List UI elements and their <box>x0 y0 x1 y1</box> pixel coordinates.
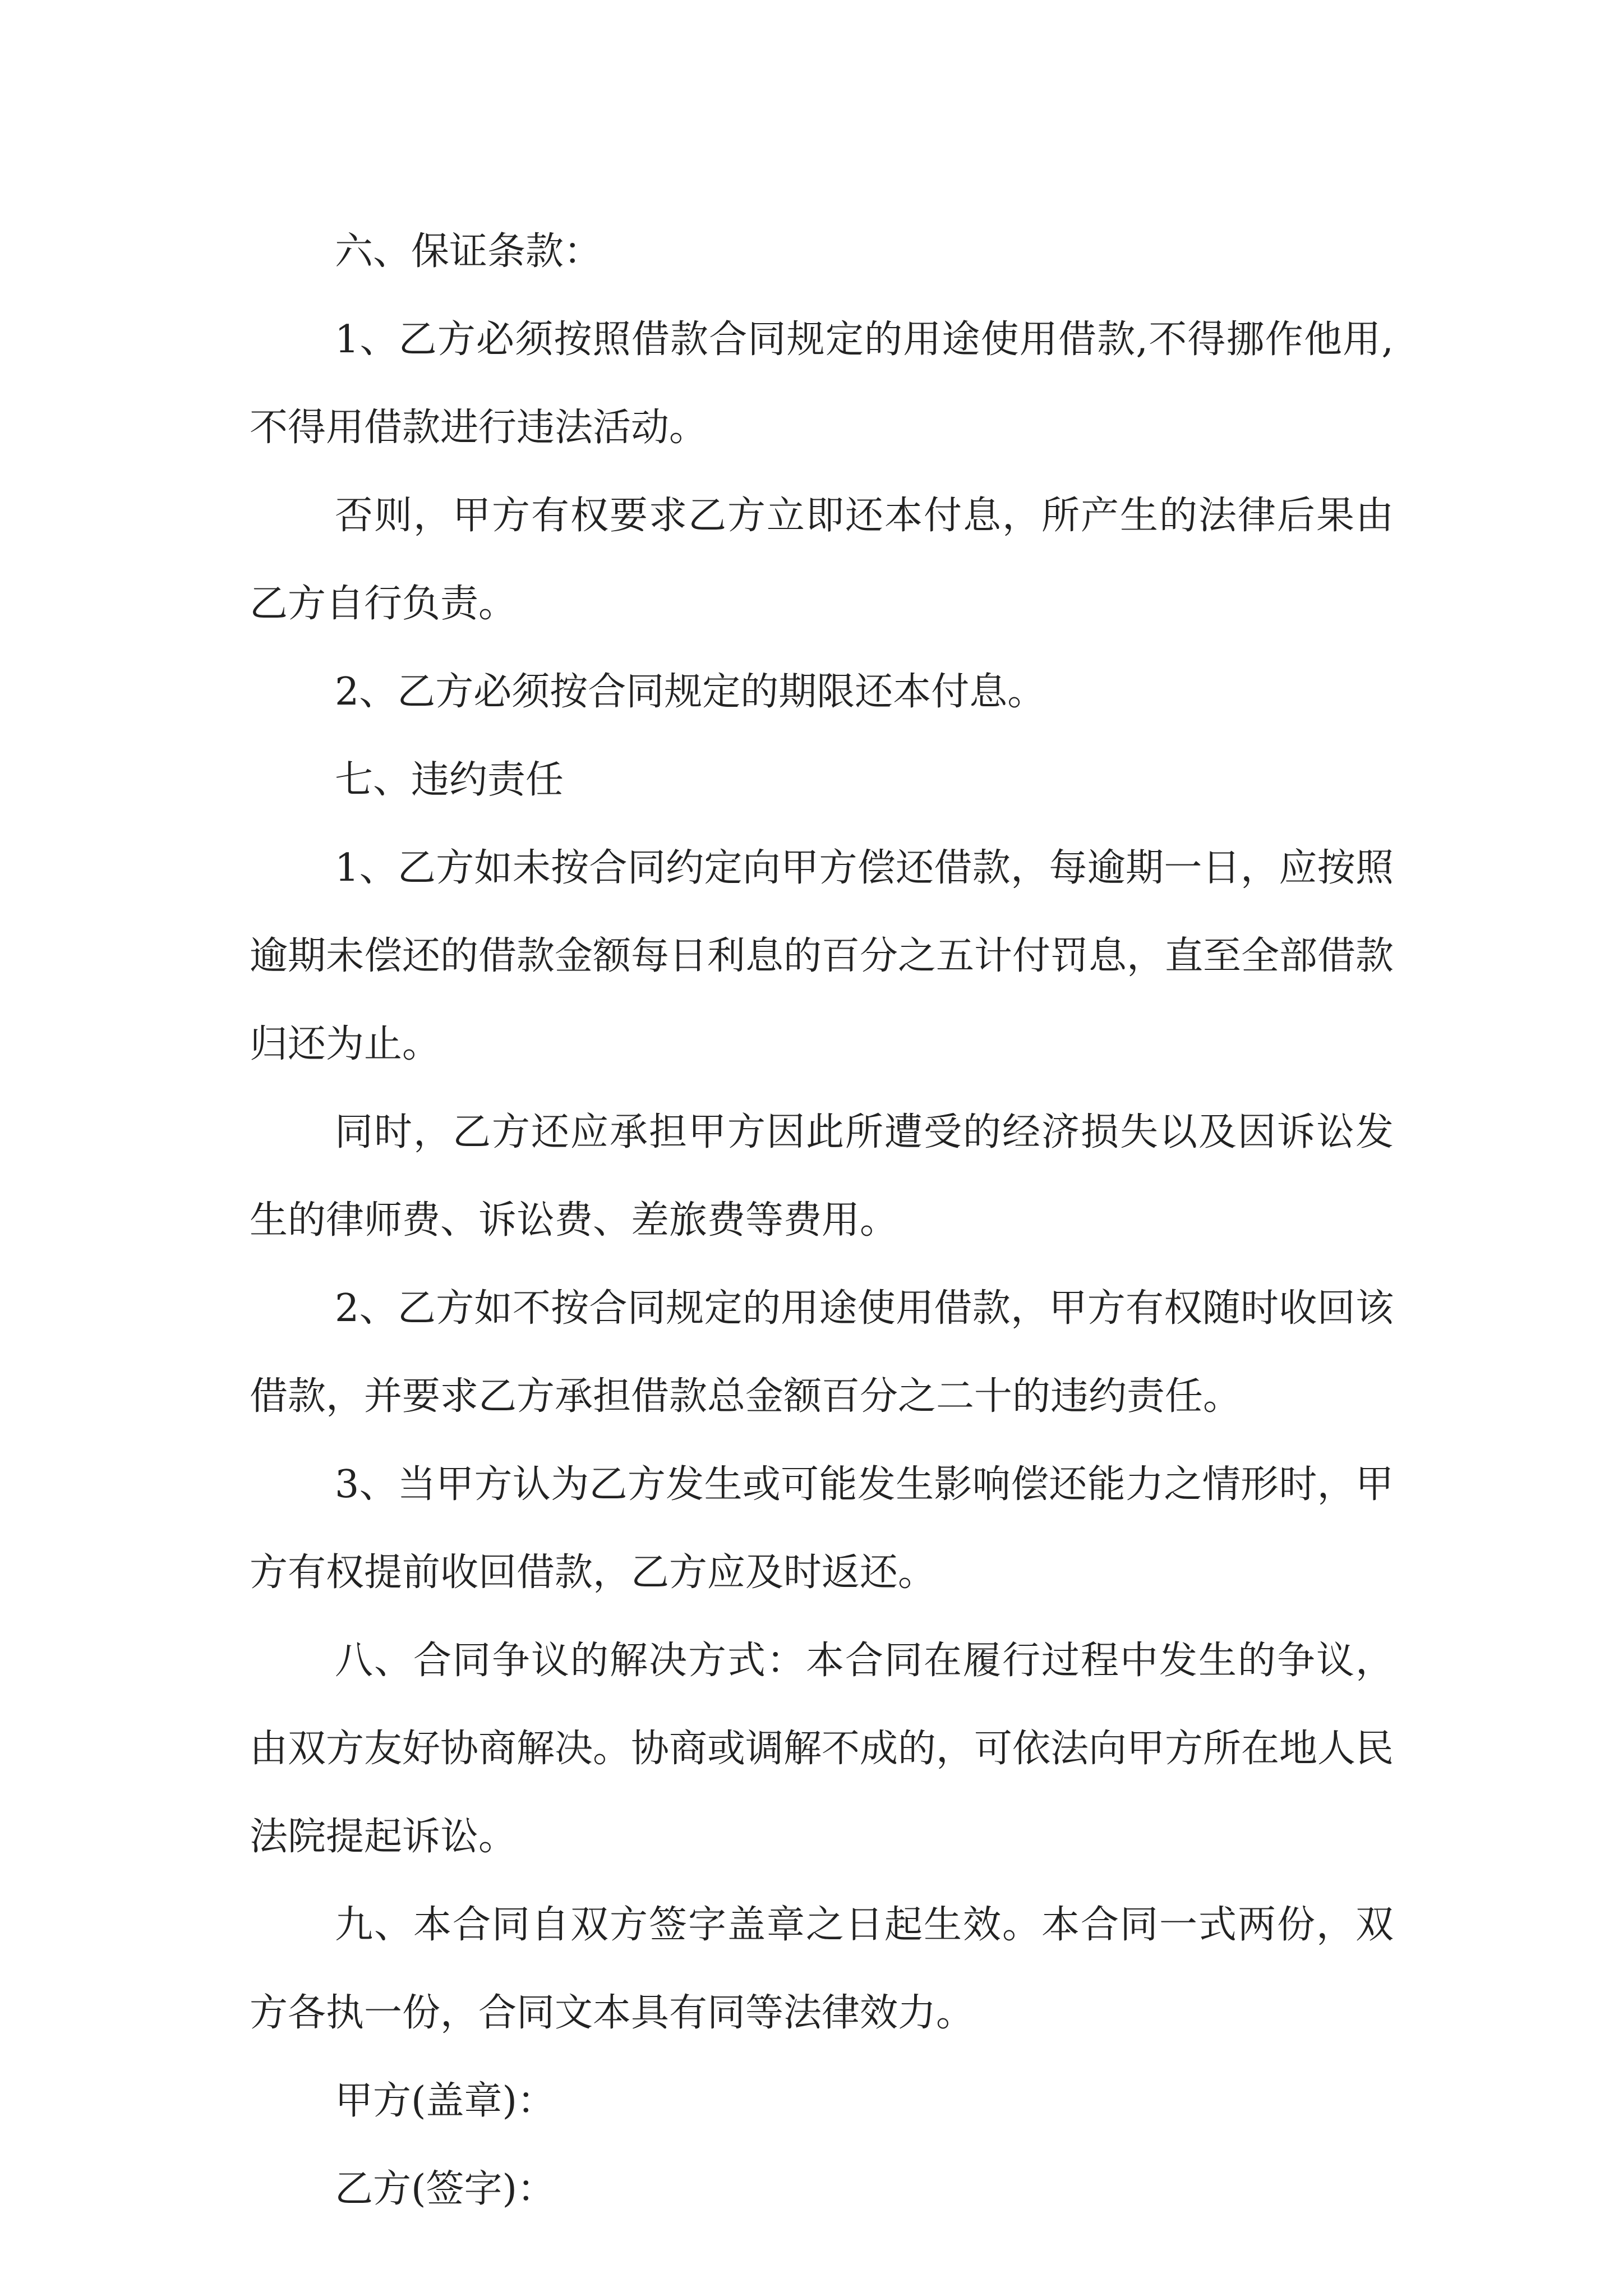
liability-clause-2: 2、乙方如不按合同规定的用途使用借款，甲方有权随时收回该借款，并要求乙方承担借款总金额百分之二十的违约责任。 <box>250 1286 1394 1419</box>
dispute-resolution-clause: 八、合同争议的解决方式：本合同在履行过程中发生的争议，由双方友好协商解决。协商或调解不成的，可依法向甲方所在地人民法院提起诉讼。 <box>250 1639 1394 1859</box>
guarantee-clause-1: 1、乙方必须按照借款合同规定的用途使用借款,不得挪作他用,不得用借款进行违法活动。 <box>250 318 1394 450</box>
party-b-signature-line: 乙方(签字)： <box>335 2167 556 2211</box>
guarantee-clause-1-consequence: 否则，甲方有权要求乙方立即还本付息，所产生的法律后果由乙方自行负责。 <box>250 494 1394 626</box>
liability-clause-3: 3、当甲方认为乙方发生或可能发生影响偿还能力之情形时，甲方有权提前收回借款，乙方应及时返还。 <box>250 1462 1394 1595</box>
section-heading-liability: 七、违约责任 <box>335 758 564 802</box>
effectiveness-clause: 九、本合同自双方签字盖章之日起生效。本合同一式两份，双方各执一份，合同文本具有同等法律效力。 <box>250 1903 1394 2035</box>
document-body <box>250 208 1394 2233</box>
party-a-seal-line: 甲方(盖章)： <box>335 2079 556 2123</box>
guarantee-clause-2: 2、乙方必须按合同规定的期限还本付息。 <box>335 670 1046 714</box>
section-heading-guarantee: 六、保证条款： <box>335 229 602 274</box>
liability-clause-1: 1、乙方如未按合同约定向甲方偿还借款，每逾期一日，应按照逾期未偿还的借款金额每日利息的百分之五计付罚息，直至全部借款归还为止。 <box>250 846 1394 1066</box>
liability-clause-1-costs: 同时，乙方还应承担甲方因此所遭受的经济损失以及因诉讼发生的律师费、诉讼费、差旅费等费用。 <box>250 1110 1394 1243</box>
